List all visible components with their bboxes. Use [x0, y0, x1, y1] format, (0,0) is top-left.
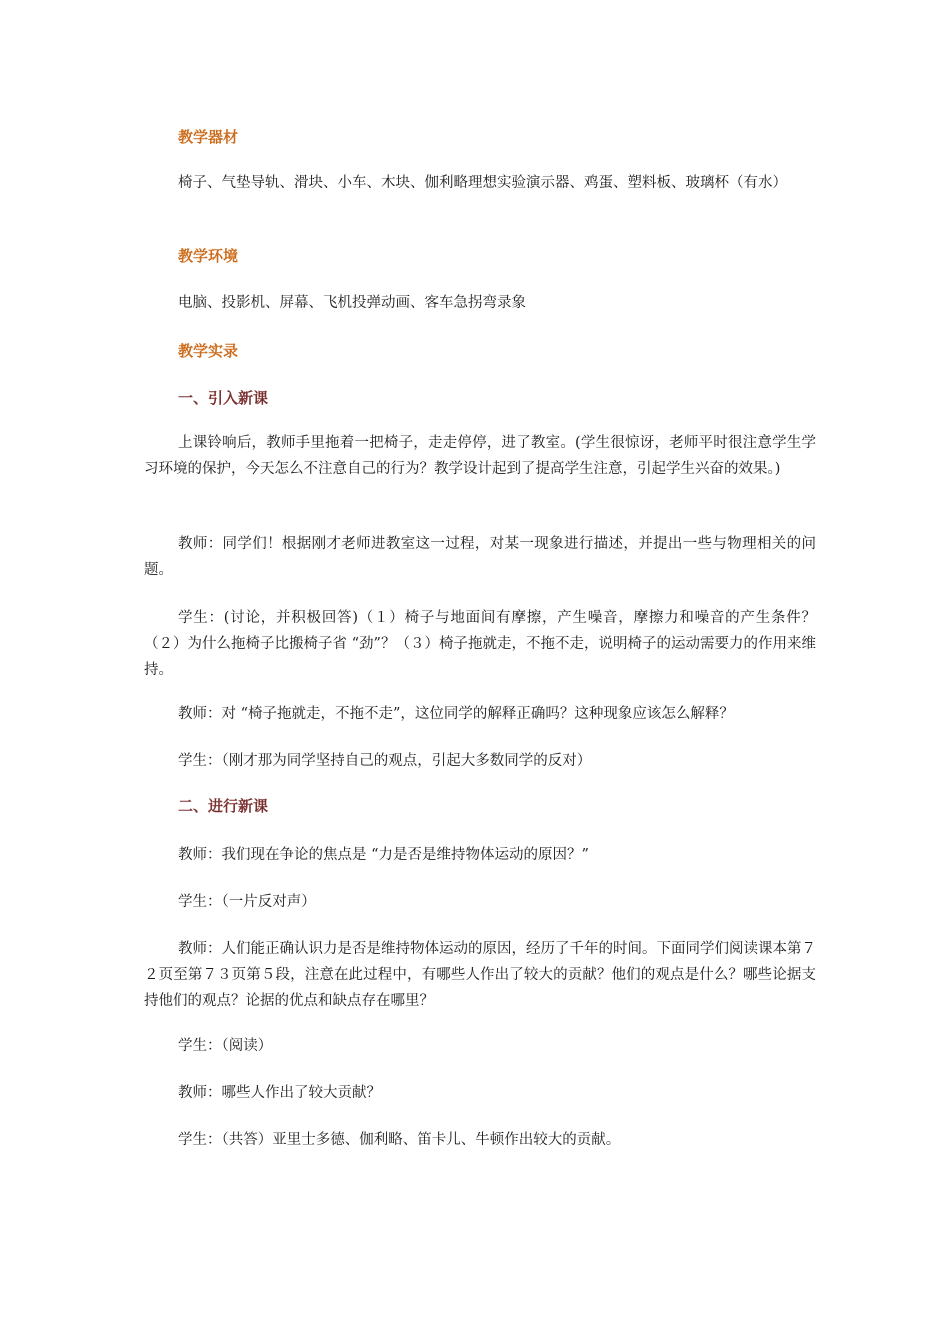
heading-part-one: 一、引入新课 — [178, 389, 269, 407]
paragraph-equipment: 椅子、气垫导轨、滑块、小车、木块、伽利略理想实验演示器、鸡蛋、塑料板、玻璃杯（有水） — [178, 175, 787, 191]
heading-environment: 教学环境 — [178, 247, 239, 265]
paragraph-student-5: 学生：（共答）亚里士多德、伽利略、笛卡儿、牛顿作出较大的贡献。 — [178, 1132, 621, 1148]
paragraph-intro: 上课铃响后，教师手里拖着一把椅子，走走停停，进了教室。(学生很惊讶，老师平时很注意学生学习环境的保护，今天怎么不注意自己的行为？教学设计起到了提高学生注意，引起学生兴奋的效果。) — [144, 435, 816, 477]
paragraph-teacher-3: 教师：我们现在争论的焦点是 “力是否是维持物体运动的原因？” — [178, 847, 589, 863]
heading-equipment: 教学器材 — [178, 128, 239, 146]
paragraph-student-2: 学生：（刚才那为同学坚持自己的观点，引起大多数同学的反对） — [178, 753, 592, 769]
heading-record: 教学实录 — [178, 342, 239, 360]
paragraph-teacher-4: 教师：人们能正确认识力是否是维持物体运动的原因，经历了千年的时间。下面同学们阅读课本第７２页至第７３页第５段，注意在此过程中，有哪些人作出了较大的贡献？他们的观点是什么？哪些论据支持他们的观点？论据的优点和缺点存在哪里？ — [144, 941, 816, 1009]
paragraph-environment: 电脑、投影机、屏幕、飞机投弹动画、客车急拐弯录象 — [178, 295, 526, 311]
paragraph-student-4: 学生：（阅读） — [178, 1038, 273, 1054]
paragraph-student-1: 学生：(讨论，并积极回答)（１）椅子与地面间有摩擦，产生噪音，摩擦力和噪音的产生条件？（２）为什么拖椅子比搬椅子省 “劲”？（３）椅子拖就走，不拖不走，说明椅子的运动需要力的作用来维持。 — [144, 610, 816, 678]
heading-part-two: 二、进行新课 — [178, 797, 269, 815]
paragraph-teacher-2: 教师：对 “椅子拖就走，不拖不走”，这位同学的解释正确吗？这种现象应该怎么解释？ — [178, 706, 734, 722]
paragraph-teacher-5: 教师：哪些人作出了较大贡献？ — [178, 1085, 381, 1101]
paragraph-student-3: 学生：（一片反对声） — [178, 894, 316, 910]
paragraph-teacher-1: 教师：同学们！根据刚才老师进教室这一过程，对某一现象进行描述，并提出一些与物理相关的问题。 — [144, 536, 816, 578]
